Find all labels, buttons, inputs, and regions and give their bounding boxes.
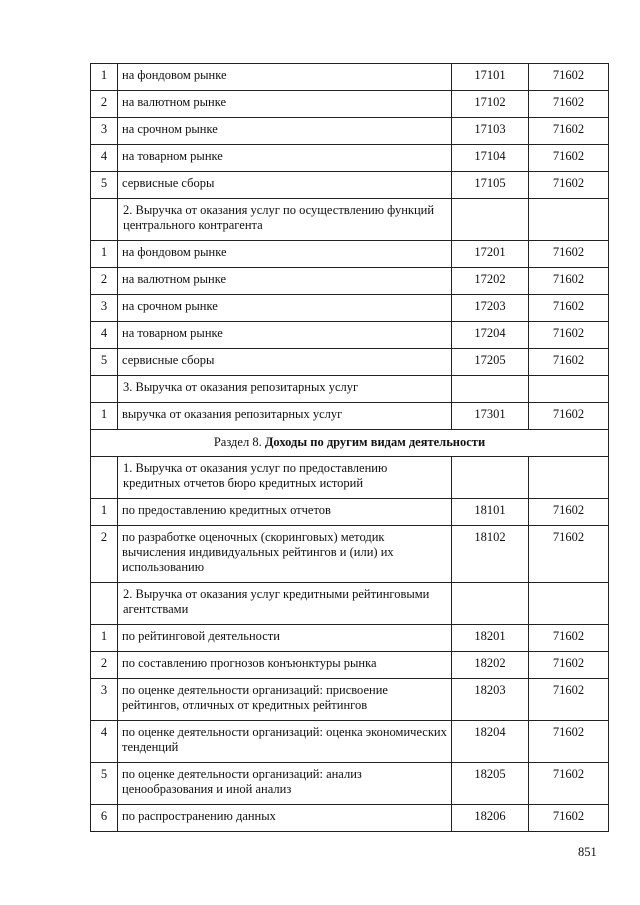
row-number-cell: 2 bbox=[91, 268, 118, 295]
row-number-cell: 2 bbox=[91, 526, 118, 583]
table-row bbox=[91, 625, 609, 652]
account-number-cell: 71602 bbox=[529, 679, 609, 721]
symbol-code-cell bbox=[452, 376, 529, 403]
symbol-code-cell: 17204 bbox=[452, 322, 529, 349]
row-number-cell: 3 bbox=[91, 679, 118, 721]
description-cell: на товарном рынке bbox=[118, 322, 452, 349]
account-number-cell: 71602 bbox=[529, 145, 609, 172]
row-number-cell: 1 bbox=[91, 625, 118, 652]
description-cell: по рейтинговой деятельности bbox=[118, 625, 452, 652]
description-cell: на валютном рынке bbox=[118, 268, 452, 295]
description-cell: на срочном рынке bbox=[118, 118, 452, 145]
row-number-cell: 1 bbox=[91, 499, 118, 526]
group-heading-cell: 2. Выручка от оказания услуг кредитными рейтинговыми агентствами bbox=[118, 583, 452, 625]
row-number-cell: 5 bbox=[91, 349, 118, 376]
account-number-cell: 71602 bbox=[529, 652, 609, 679]
row-number-cell: 4 bbox=[91, 721, 118, 763]
symbol-code-cell: 17104 bbox=[452, 145, 529, 172]
description-cell: по предоставлению кредитных отчетов bbox=[118, 499, 452, 526]
group-heading-cell: 1. Выручка от оказания услуг по предоставлению кредитных отчетов бюро кредитных историй bbox=[118, 457, 452, 499]
row-number-cell: 1 bbox=[91, 403, 118, 430]
symbol-code-cell: 17105 bbox=[452, 172, 529, 199]
symbol-code-cell: 17202 bbox=[452, 268, 529, 295]
description-cell: сервисные сборы bbox=[118, 349, 452, 376]
description-cell: на товарном рынке bbox=[118, 145, 452, 172]
row-number-cell bbox=[91, 376, 118, 403]
table-row bbox=[91, 295, 609, 322]
account-number-cell: 71602 bbox=[529, 241, 609, 268]
row-number-cell: 3 bbox=[91, 295, 118, 322]
row-number-cell: 4 bbox=[91, 322, 118, 349]
account-number-cell: 71602 bbox=[529, 172, 609, 199]
section-heading-row bbox=[91, 430, 609, 457]
table-row bbox=[91, 64, 609, 91]
section-heading-title: Доходы по другим видам деятельности bbox=[264, 435, 486, 449]
accounts-table-body bbox=[91, 64, 609, 832]
table-row bbox=[91, 805, 609, 832]
description-cell: по оценке деятельности организаций: присвоение рейтингов, отличных от кредитных рейтингов bbox=[118, 679, 452, 721]
symbol-code-cell: 17205 bbox=[452, 349, 529, 376]
section-heading-prefix: Раздел 8. bbox=[213, 435, 265, 449]
description-cell: на фондовом рынке bbox=[118, 64, 452, 91]
account-number-cell: 71602 bbox=[529, 295, 609, 322]
account-number-cell: 71602 bbox=[529, 64, 609, 91]
table-row bbox=[91, 241, 609, 268]
table-row bbox=[91, 118, 609, 145]
symbol-code-cell: 17203 bbox=[452, 295, 529, 322]
description-cell: по распространению данных bbox=[118, 805, 452, 832]
table-row bbox=[91, 268, 609, 295]
account-number-cell bbox=[529, 583, 609, 625]
description-cell: на валютном рынке bbox=[118, 91, 452, 118]
row-number-cell: 1 bbox=[91, 64, 118, 91]
symbol-code-cell: 18101 bbox=[452, 499, 529, 526]
row-number-cell: 1 bbox=[91, 241, 118, 268]
row-number-cell bbox=[91, 457, 118, 499]
symbol-code-cell: 18203 bbox=[452, 679, 529, 721]
symbol-code-cell bbox=[452, 199, 529, 241]
symbol-code-cell: 18206 bbox=[452, 805, 529, 832]
table-row bbox=[91, 763, 609, 805]
table-row bbox=[91, 403, 609, 430]
description-cell: сервисные сборы bbox=[118, 172, 452, 199]
account-number-cell: 71602 bbox=[529, 403, 609, 430]
description-cell: на фондовом рынке bbox=[118, 241, 452, 268]
table-row bbox=[91, 349, 609, 376]
description-cell: по оценке деятельности организаций: оценка экономических тенденций bbox=[118, 721, 452, 763]
page-number: 851 bbox=[578, 845, 597, 859]
table-row bbox=[91, 322, 609, 349]
account-number-cell bbox=[529, 457, 609, 499]
row-number-cell: 4 bbox=[91, 145, 118, 172]
account-number-cell bbox=[529, 199, 609, 241]
table-row bbox=[91, 499, 609, 526]
table-row bbox=[91, 721, 609, 763]
account-number-cell: 71602 bbox=[529, 91, 609, 118]
symbol-code-cell: 17103 bbox=[452, 118, 529, 145]
symbol-code-cell bbox=[452, 457, 529, 499]
description-cell: по разработке оценочных (скоринговых) методик вычисления индивидуальных рейтингов и (или) их использованию bbox=[118, 526, 452, 583]
table-row bbox=[91, 145, 609, 172]
symbol-code-cell: 17301 bbox=[452, 403, 529, 430]
symbol-code-cell: 17201 bbox=[452, 241, 529, 268]
row-number-cell: 2 bbox=[91, 91, 118, 118]
account-number-cell: 71602 bbox=[529, 268, 609, 295]
table-row bbox=[91, 526, 609, 583]
symbol-code-cell: 18202 bbox=[452, 652, 529, 679]
row-number-cell bbox=[91, 583, 118, 625]
account-number-cell bbox=[529, 376, 609, 403]
account-number-cell: 71602 bbox=[529, 721, 609, 763]
symbol-code-cell: 17102 bbox=[452, 91, 529, 118]
description-cell: по оценке деятельности организаций: анализ ценообразования и иной анализ bbox=[118, 763, 452, 805]
row-number-cell: 5 bbox=[91, 763, 118, 805]
account-number-cell: 71602 bbox=[529, 349, 609, 376]
group-heading-cell: 3. Выручка от оказания репозитарных услуг bbox=[118, 376, 452, 403]
row-number-cell: 5 bbox=[91, 172, 118, 199]
table-row bbox=[91, 652, 609, 679]
table-row bbox=[91, 172, 609, 199]
group-heading-row bbox=[91, 583, 609, 625]
account-number-cell: 71602 bbox=[529, 763, 609, 805]
symbol-code-cell: 18205 bbox=[452, 763, 529, 805]
symbol-code-cell bbox=[452, 583, 529, 625]
table-row bbox=[91, 679, 609, 721]
group-heading-row bbox=[91, 457, 609, 499]
account-number-cell: 71602 bbox=[529, 805, 609, 832]
symbol-code-cell: 18102 bbox=[452, 526, 529, 583]
account-number-cell: 71602 bbox=[529, 526, 609, 583]
account-number-cell: 71602 bbox=[529, 118, 609, 145]
group-heading-cell: 2. Выручка от оказания услуг по осуществлению функций центрального контрагента bbox=[118, 199, 452, 241]
table-row bbox=[91, 91, 609, 118]
symbol-code-cell: 18204 bbox=[452, 721, 529, 763]
symbol-code-cell: 17101 bbox=[452, 64, 529, 91]
section-heading bbox=[91, 430, 609, 457]
group-heading-row bbox=[91, 376, 609, 403]
group-heading-row bbox=[91, 199, 609, 241]
account-number-cell: 71602 bbox=[529, 625, 609, 652]
description-cell: по составлению прогнозов конъюнктуры рынка bbox=[118, 652, 452, 679]
row-number-cell: 2 bbox=[91, 652, 118, 679]
account-number-cell: 71602 bbox=[529, 322, 609, 349]
row-number-cell: 3 bbox=[91, 118, 118, 145]
row-number-cell: 6 bbox=[91, 805, 118, 832]
row-number-cell bbox=[91, 199, 118, 241]
symbol-code-cell: 18201 bbox=[452, 625, 529, 652]
description-cell: на срочном рынке bbox=[118, 295, 452, 322]
accounts-table bbox=[90, 63, 609, 832]
description-cell: выручка от оказания репозитарных услуг bbox=[118, 403, 452, 430]
account-number-cell: 71602 bbox=[529, 499, 609, 526]
